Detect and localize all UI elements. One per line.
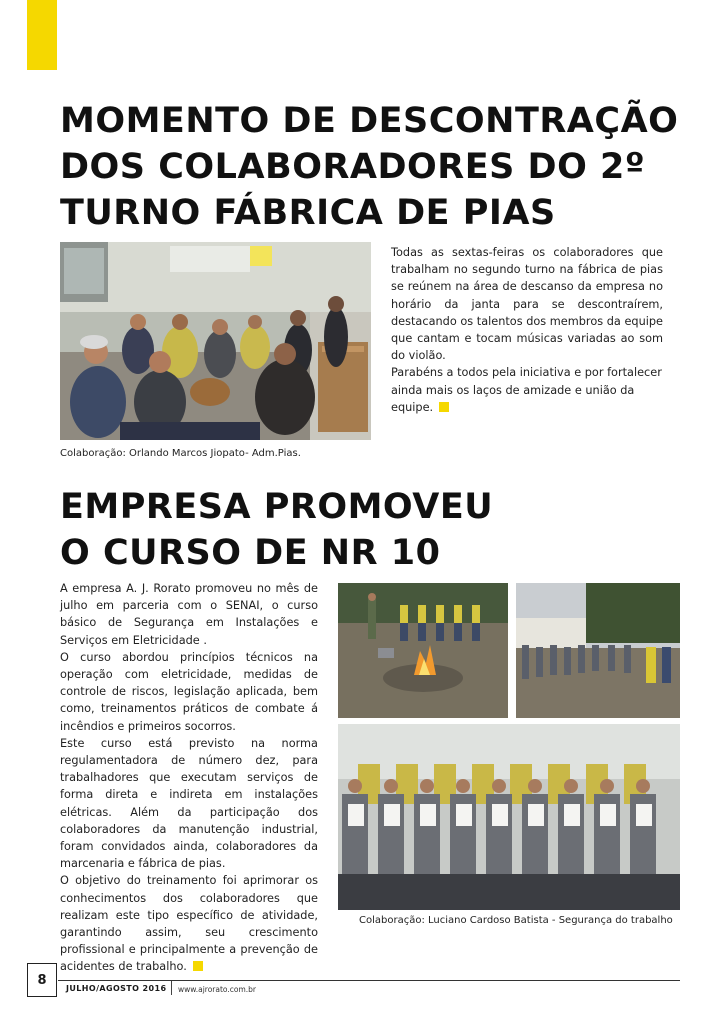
photo-group-certificates: [338, 724, 680, 910]
article1-body: [391, 244, 663, 416]
article2-paragraph: Este curso está previsto na norma regulamentadora de número dez, para trabalhadores que executam serviços de forma direta e indireta em instalações elétricas. Além da participação dos colaboradores da manutenção industrial, foram convidados ainda, colaboradores da marcenaria e fábrica de pias.: [60, 736, 318, 871]
article1-title: [60, 98, 680, 236]
end-of-article-mark: [193, 961, 203, 971]
article1-paragraph: [391, 364, 663, 416]
photo-fire-training: [338, 583, 508, 718]
article1-paragraph: Todas as sextas-feiras os colaboradores que trabalham no segundo turno na fábrica de pias se reúnem na área de descanso da empresa no horário da janta para se descontraírem, destacando os talentos dos membros da equipe que cantam e tocam músicas variadas ao som do violão.: [391, 246, 663, 363]
article1-title-line: DOS COLABORADORES DO 2º: [60, 147, 646, 187]
photo-group-outdoor: [516, 583, 680, 718]
article1-photo-caption: Colaboração: Orlando Marcos Jiopato- Adm.Pias.: [60, 448, 301, 459]
footer-rule: [58, 980, 680, 981]
article2-paragraph-text: O objetivo do treinamento foi aprimorar os conhecimentos dos colaboradores que realizam este tipo específico de atividade, garantindo assim, seu crescimento profissional e principalmente a prevenção de acidentes de trabalho.: [60, 874, 318, 974]
page-number: 8: [27, 963, 57, 997]
issue-date: JULHO/AGOSTO 2016: [66, 984, 167, 993]
article2-title-line: EMPRESA PROMOVEU: [60, 487, 494, 527]
article2-title: [60, 484, 660, 576]
website-url: www.ajrorato.com.br: [178, 985, 256, 994]
article2-photo-caption: Colaboração: Luciano Cardoso Batista - Segurança do trabalho: [359, 915, 673, 926]
article1-paragraph-text: Parabéns a todos pela iniciativa e por fortalecer ainda mais os laços de amizade e união da equipe.: [391, 366, 662, 414]
article1-title-line: TURNO FÁBRICA DE PIAS: [60, 193, 556, 233]
article2-body: [60, 580, 318, 976]
footer-separator: [171, 981, 172, 995]
article2-paragraph: O curso abordou princípios técnicos na operação com eletricidade, medidas de controle de riscos, legislação aplicada, bem como, treinamentos práticos de combate á incêndios e primeiros socorros.: [60, 650, 318, 733]
article2-paragraph: [60, 872, 318, 975]
end-of-article-mark: [439, 402, 449, 412]
article2-title-line: O CURSO DE NR 10: [60, 533, 441, 573]
article2-paragraph: A empresa A. J. Rorato promoveu no mês de julho em parceria com o SENAI, o curso básico de Segurança em Instalações e Serviços em Eletricidade .: [60, 582, 318, 647]
accent-tab: [27, 0, 57, 70]
article1-title-line: MOMENTO DE DESCONTRAÇÃO: [60, 101, 679, 141]
photo-break-room-music: [60, 242, 371, 440]
